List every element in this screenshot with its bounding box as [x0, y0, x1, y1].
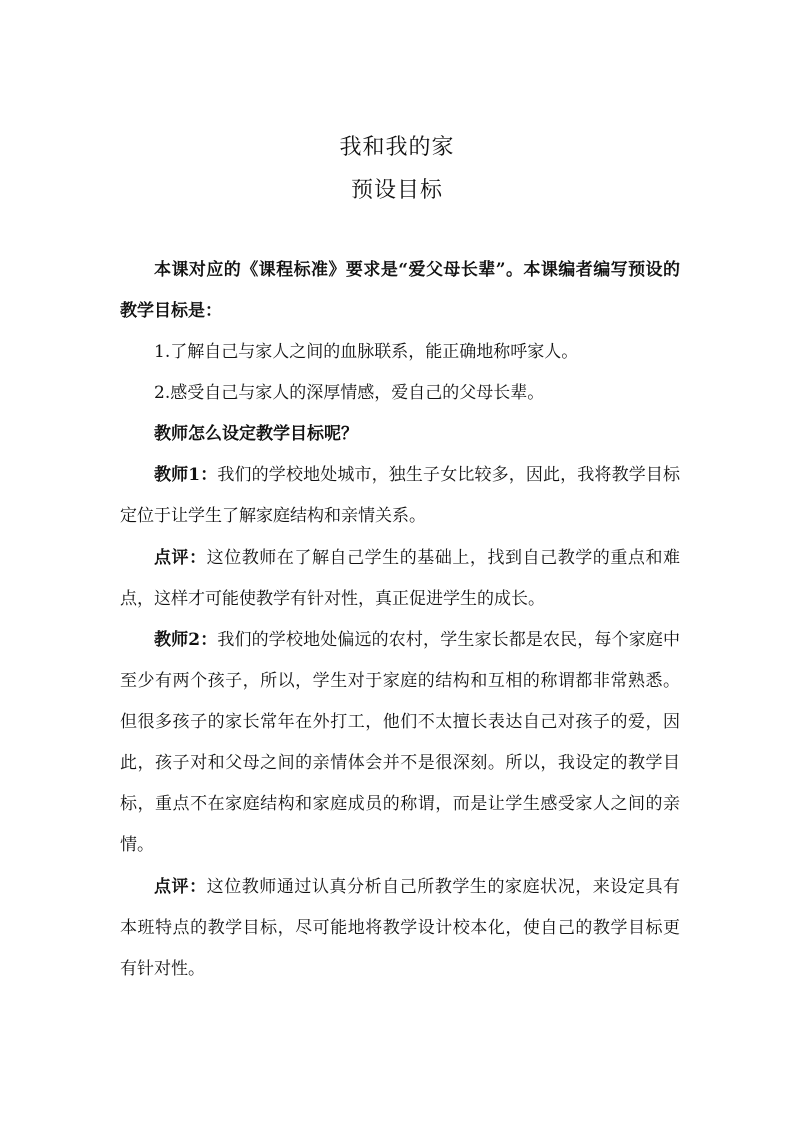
teacher2-label: 教师2： — [154, 630, 218, 650]
comment2-text: 这位教师通过认真分析自己所教学生的家庭状况，来设定具有本班特点的教学目标，尽可能地将教学设计校本化，使自己的教学目标更有针对性。 — [120, 877, 680, 979]
intro-paragraph: 本课对应的《课程标准》要求是“爱父母长辈”。本课编者编写预设的教学目标是： — [120, 260, 680, 321]
teacher1-text: 我们的学校地处城市，独生子女比较多，因此，我将教学目标定位于让学生了解家庭结构和亲情关系。 — [120, 465, 680, 526]
goal-item-1: 1.了解自己与家人之间的血脉联系，能正确地称呼家人。 — [154, 342, 579, 362]
comment2-paragraph — [120, 867, 680, 990]
teacher2-paragraph — [120, 620, 680, 866]
comment1-label: 点评： — [154, 548, 207, 568]
comment1-paragraph — [120, 538, 680, 620]
teacher2-text: 我们的学校地处偏远的农村，学生家长都是农民，每个家庭中至少有两个孩子，所以，学生对于家庭的结构和互相的称谓都非常熟悉。但很多孩子的家长常年在外打工，他们不太擅长表达自己对孩子的爱，因此，孩子对和父母之间的亲情体会并不是很深刻。所以，我设定的教学目标，重点不在家庭结构和家庭成员的称谓，而是让学生感受家人之间的亲情。 — [120, 630, 680, 855]
document-title: 我和我的家 — [339, 135, 455, 160]
comment2-label: 点评： — [154, 877, 207, 897]
document-subtitle: 预设目标 — [350, 178, 443, 203]
goal-item-2: 2.感受自己与家人的深厚情感，爱自己的父母长辈。 — [154, 383, 545, 403]
question-heading: 教师怎么设定教学目标呢？ — [154, 424, 358, 444]
teacher1-label: 教师1： — [154, 465, 218, 485]
comment1-text: 这位教师在了解自己学生的基础上，找到自己教学的重点和难点，这样才可能使教学有针对性，真正促进学生的成长。 — [120, 548, 680, 609]
teacher1-paragraph — [120, 455, 680, 537]
